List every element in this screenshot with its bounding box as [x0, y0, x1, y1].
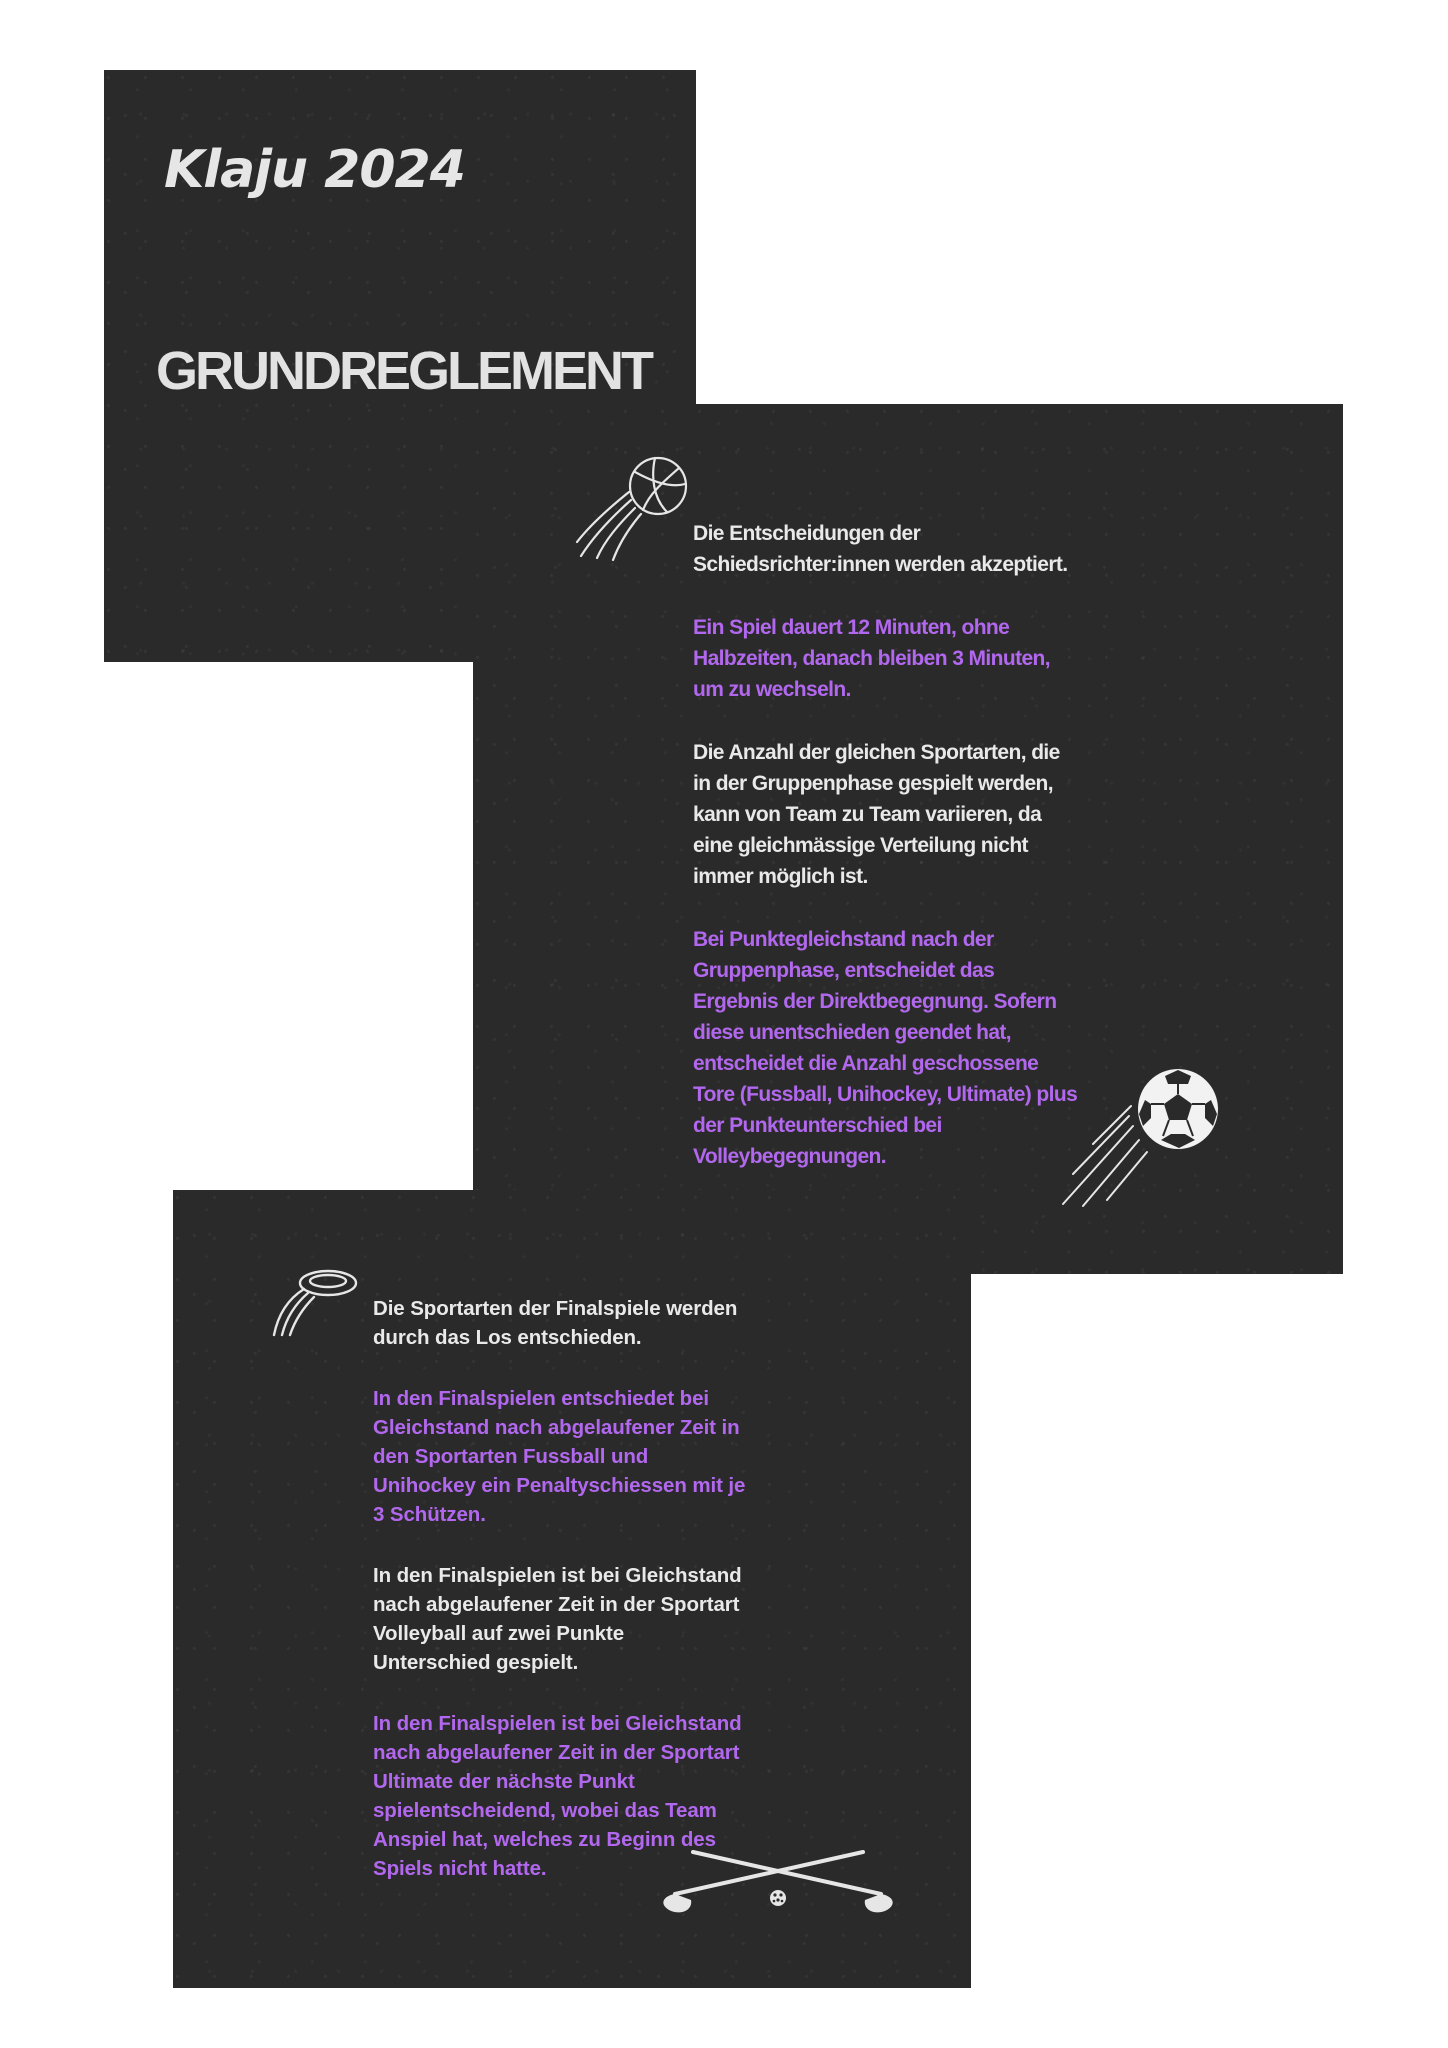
rule-paragraph: In den Finalspielen ist bei Gleichstand nach abgelaufener Zeit in der Sportart Volleyball auf zwei Punkte Unterschied gespielt.: [373, 1564, 742, 1674]
page-title: GRUNDREGLEMENT: [156, 341, 651, 401]
soccer-ball-icon: [1053, 1064, 1233, 1214]
rule-paragraph: In den Finalspielen entschiedet bei Gleichstand nach abgelaufener Zeit in den Sportarten Fussball und Unihockey ein Penaltyschiessen mit je 3 Schützen.: [373, 1387, 746, 1526]
rule-paragraph: Die Anzahl der gleichen Sportarten, die in der Gruppenphase gespielt werden, kann von Team zu Team variieren, da eine gleichmässige Verteilung nicht immer möglich ist.: [693, 741, 1060, 888]
volleyball-icon: [573, 454, 693, 564]
rules-text-group-phase: [693, 518, 1077, 1204]
rules-text-finals: [373, 1294, 745, 1915]
rule-paragraph: In den Finalspielen ist bei Gleichstand nach abgelaufener Zeit in der Sportart Ultimate der nächste Punkt spielentscheidend, wobei das Team Anspiel hat, welches zu Beginn des Spiels nicht hatte.: [373, 1712, 742, 1880]
rules-card-finals: [173, 1190, 971, 1988]
frisbee-icon: [268, 1265, 368, 1345]
rule-paragraph: Die Entscheidungen der Schiedsrichter:innen werden akzeptiert.: [693, 522, 1068, 576]
rule-paragraph: Ein Spiel dauert 12 Minuten, ohne Halbzeiten, danach bleiben 3 Minuten, um zu wechseln.: [693, 616, 1051, 701]
rule-paragraph: Bei Punktegleichstand nach der Gruppenphase, entscheidet das Ergebnis der Direktbegegnung. Sofern diese unentschieden geendet hat, entscheidet die Anzahl geschossene Tore (Fussball, Unihockey, Ultimate) plus der Punkteunterschied bei Volleybegegnungen.: [693, 928, 1078, 1168]
rule-paragraph: Die Sportarten der Finalspiele werden durch das Los entschieden.: [373, 1297, 738, 1349]
brand-logo: Klaju 2024: [164, 140, 465, 200]
rules-card-group-phase: [473, 404, 1343, 1274]
